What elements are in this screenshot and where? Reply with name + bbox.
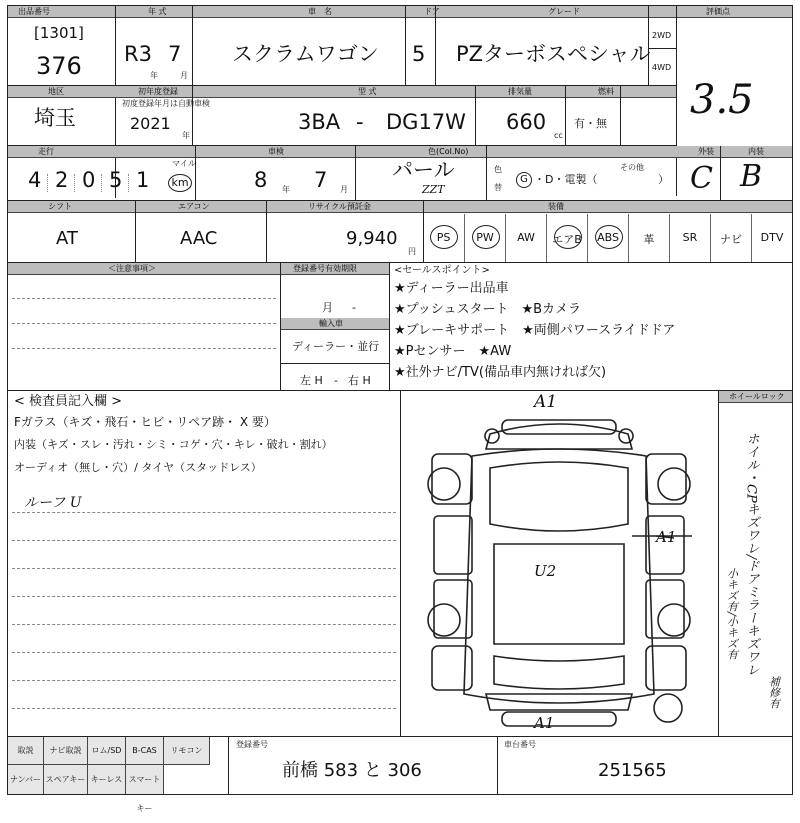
wheel-lock-label: ホイールロック bbox=[729, 392, 785, 401]
reg-expiry-month: 月 bbox=[322, 301, 333, 314]
year-sub: 年 bbox=[150, 71, 158, 80]
inspector-interior: 内装（キズ・スレ・汚れ・シミ・コゲ・穴・キレ・破れ・割れ） bbox=[14, 438, 333, 451]
km-label: km bbox=[171, 176, 189, 189]
row2-header bbox=[8, 86, 676, 98]
sales-point-line: ★社外ナビ/TV(備品車内無ければ欠) bbox=[394, 365, 607, 380]
exterior-grade: C bbox=[690, 161, 713, 196]
lot-prefix: [1301] bbox=[34, 24, 84, 42]
interior-label: 内装 bbox=[748, 147, 764, 156]
mileage-unit-mile: マイル bbox=[172, 159, 196, 168]
equipment-label: SR bbox=[682, 231, 698, 244]
mark-top: A1 bbox=[534, 392, 558, 412]
color-change-top: 色 bbox=[494, 165, 502, 174]
equipment-label: PW bbox=[476, 231, 494, 244]
inspector-title: < 検査員記入欄 > bbox=[14, 394, 123, 409]
accessory-top: B-CAS bbox=[126, 737, 164, 765]
first-reg-sub: 年 bbox=[182, 131, 190, 140]
accessory-bottom: ナンバー bbox=[8, 765, 44, 794]
accessory-top: 取説 bbox=[8, 737, 44, 765]
model-dash: - bbox=[356, 110, 364, 134]
equipment-circle bbox=[554, 225, 582, 249]
equipment-label: エアB bbox=[552, 233, 582, 246]
displacement-label: 排気量 bbox=[508, 87, 532, 96]
accessory-labels bbox=[8, 737, 228, 813]
mileage-label: 走行 bbox=[38, 147, 54, 156]
sales-point-line: ★プッシュスタート ★Bカメラ bbox=[394, 302, 582, 317]
drive-2wd: 2WD bbox=[652, 31, 672, 40]
equipment-item bbox=[587, 214, 628, 262]
import-header bbox=[281, 318, 389, 330]
color-opt-g bbox=[516, 172, 532, 188]
inspection-year: 8 bbox=[254, 168, 268, 192]
accessory-bottom: スマートキー bbox=[126, 765, 164, 794]
month-sub: 月 bbox=[180, 71, 188, 80]
first-reg-note: 初度登録年月は自動車検 bbox=[122, 99, 210, 108]
displacement-value: 660 bbox=[506, 110, 547, 134]
plate-value: 前橋 583 と 306 bbox=[282, 760, 422, 781]
car-name-label: 車 名 bbox=[308, 7, 332, 16]
year-era: R3 bbox=[124, 42, 152, 66]
recycle-label: リサイクル預託金 bbox=[308, 202, 371, 211]
color-name: パール bbox=[392, 158, 455, 182]
doors-label: ドア bbox=[424, 7, 440, 16]
mark-bottom: A1 bbox=[534, 714, 555, 732]
equipment-item bbox=[505, 214, 546, 262]
inspection-month-sub: 月 bbox=[340, 185, 348, 194]
mileage-digit: 0 bbox=[82, 168, 96, 192]
color-note: ZZT bbox=[422, 183, 445, 196]
fuel-label: 燃料 bbox=[598, 87, 614, 96]
handle-dash: - bbox=[334, 374, 338, 387]
accessory-top: リモコン bbox=[164, 737, 210, 765]
color-change-bot: 替 bbox=[494, 183, 502, 192]
color-label: 色(Col.No) bbox=[428, 147, 469, 156]
mileage-digit: 2 bbox=[55, 168, 69, 192]
recycle-value: 9,940 bbox=[346, 228, 398, 249]
region-label: 地区 bbox=[48, 87, 64, 96]
chassis-value: 251565 bbox=[598, 760, 667, 781]
chassis-label: 車台番号 bbox=[504, 740, 536, 749]
aircon-value: AAC bbox=[180, 228, 218, 249]
equipment-label: DTV bbox=[760, 231, 784, 244]
wheel-lock-header bbox=[719, 391, 792, 403]
row4-header bbox=[8, 201, 792, 213]
model-b: DG17W bbox=[386, 110, 466, 134]
sales-point-line: ★ブレーキサポート ★両側パワースライドドア bbox=[394, 323, 676, 338]
inspector-audio: オーディオ（無し・穴）/ タイヤ（スタッドレス） bbox=[14, 461, 262, 474]
car-diagram bbox=[402, 394, 716, 734]
mark-center: U2 bbox=[534, 562, 557, 580]
shift-value: AT bbox=[56, 228, 78, 249]
reg-expiry-header bbox=[281, 263, 389, 275]
grade-label: グレード bbox=[548, 7, 580, 16]
sales-title: <セールスポイント> bbox=[394, 265, 490, 276]
region-value: 埼玉 bbox=[34, 106, 76, 130]
equipment-circle bbox=[430, 225, 458, 249]
fuel-options: 有・無 bbox=[574, 117, 607, 130]
model-label: 型 式 bbox=[358, 87, 377, 96]
equipment-item bbox=[464, 214, 505, 262]
reg-expiry-dash: - bbox=[352, 301, 356, 314]
note-col-2: 小キズ有/小キズ有 bbox=[725, 568, 739, 660]
equipment-label: ナビ bbox=[720, 233, 742, 246]
aircon-label: エアコン bbox=[178, 202, 210, 211]
displacement-unit: cc bbox=[554, 131, 563, 140]
row3-header bbox=[8, 146, 792, 158]
exterior-label: 外装 bbox=[698, 147, 714, 156]
accessory-bottom: キーレス bbox=[88, 765, 126, 794]
equipment-item bbox=[669, 214, 710, 262]
score-value: 3.5 bbox=[690, 77, 754, 123]
equipment-item bbox=[710, 214, 751, 262]
drive-4wd: 4WD bbox=[652, 63, 672, 72]
mileage-digit: 1 bbox=[136, 168, 150, 192]
opt-g: G bbox=[520, 174, 528, 185]
interior-grade: B bbox=[740, 159, 763, 194]
mileage-digit: 4 bbox=[28, 168, 42, 192]
equipment-label: 装備 bbox=[548, 202, 564, 211]
import-label: 輸入車 bbox=[319, 319, 343, 328]
notes-header: ＜注意事項＞ bbox=[8, 263, 280, 275]
inspector-handwritten: ルーフ U bbox=[24, 495, 82, 511]
car-name: スクラムワゴン bbox=[232, 42, 379, 66]
equipment-label: PS bbox=[436, 231, 451, 244]
inspector-glass: Fガラス（キズ・飛石・ヒビ・リペア跡・ X 要） bbox=[14, 415, 276, 429]
score-label: 評価点 bbox=[706, 7, 730, 16]
equipment-item bbox=[423, 214, 464, 262]
equipment-label: AW bbox=[517, 231, 535, 244]
handle-left: 左 H bbox=[300, 374, 323, 387]
color-opt-end: ） bbox=[658, 173, 669, 186]
first-reg-value: 2021 bbox=[130, 114, 171, 133]
lot-number: 376 bbox=[36, 52, 82, 80]
plate-label: 登録番号 bbox=[236, 740, 268, 749]
accessory-top: ロム/SD bbox=[88, 737, 126, 765]
mark-right: A1 bbox=[656, 528, 677, 546]
note-col-3: 補修有 bbox=[767, 676, 781, 709]
handle-right: 右 H bbox=[348, 374, 371, 387]
equipment-item bbox=[546, 214, 587, 262]
shift-label: シフト bbox=[48, 202, 72, 211]
score-header bbox=[676, 6, 792, 18]
year-label: 年 式 bbox=[148, 7, 167, 16]
sales-point-line: ★Pセンサー ★AW bbox=[394, 344, 512, 359]
doors-value: 5 bbox=[412, 42, 426, 66]
equipment-label: 革 bbox=[643, 233, 655, 246]
inspection-label: 車検 bbox=[268, 147, 284, 156]
inspection-year-sub: 年 bbox=[282, 185, 290, 194]
equipment-row bbox=[423, 214, 792, 262]
accessory-bottom: スペアキー bbox=[44, 765, 88, 794]
mileage-digit: 5 bbox=[109, 168, 123, 192]
recycle-unit: 円 bbox=[408, 247, 416, 256]
equipment-label: ABS bbox=[597, 231, 619, 244]
lot-label: 出品番号 bbox=[18, 7, 50, 16]
reg-expiry-label: 登録番号有効期限 bbox=[293, 264, 357, 273]
mileage-unit-km bbox=[168, 174, 192, 192]
inspection-month: 7 bbox=[314, 168, 328, 192]
color-options: ・D・電製（ bbox=[534, 173, 598, 186]
model-a: 3BA bbox=[298, 110, 341, 134]
equipment-item bbox=[751, 214, 792, 262]
accessory-top: ナビ取説 bbox=[44, 737, 88, 765]
note-col-1: ホイル・CPキズワレ/ドアミラーキズワレ bbox=[743, 432, 759, 677]
first-reg-label: 初年度登録 bbox=[138, 87, 178, 96]
equipment-item bbox=[628, 214, 669, 262]
sales-point-line: ★ディーラー出品車 bbox=[394, 281, 509, 296]
equipment-circle bbox=[472, 225, 500, 249]
year-month: 7 bbox=[168, 42, 182, 66]
color-sonota: その他 bbox=[620, 163, 644, 172]
row1-header bbox=[8, 6, 676, 18]
equipment-circle bbox=[595, 225, 623, 249]
dealer-value: ディーラー・並行 bbox=[292, 340, 380, 353]
grade-value: PZターボスペシャル bbox=[456, 42, 651, 66]
